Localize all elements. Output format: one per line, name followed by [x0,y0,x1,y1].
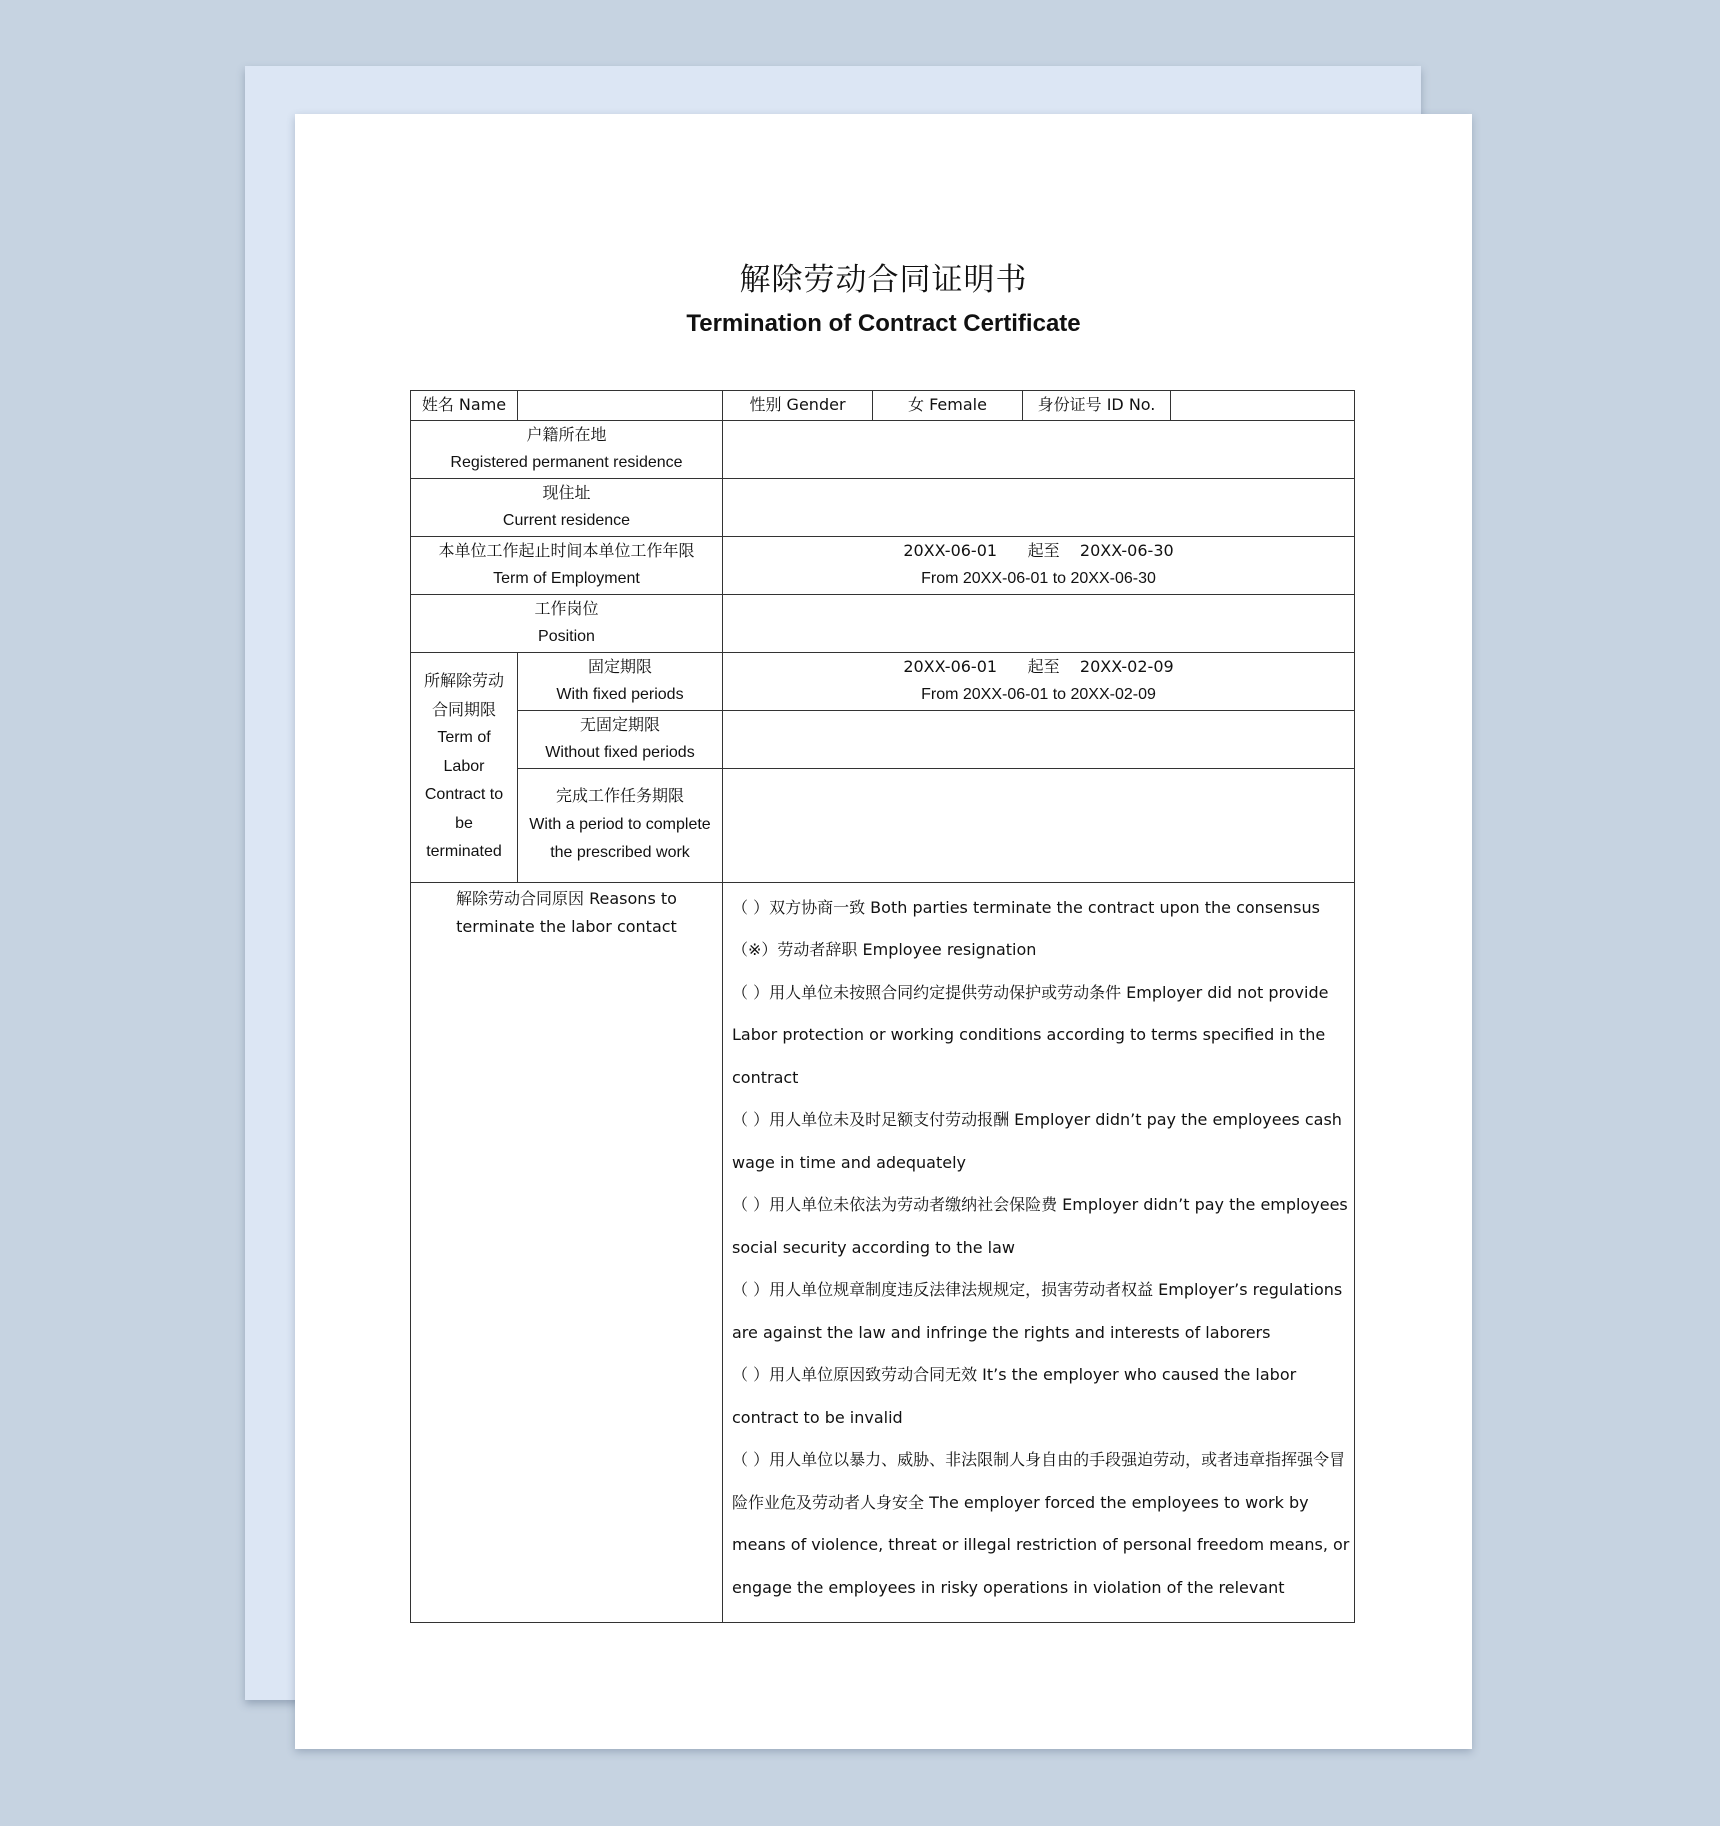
label-en: Term of Employment [493,570,640,587]
reason-option[interactable]: （ ）双方协商一致 Both parties terminate the contract upon the consensus [732,897,1320,917]
basic-info-row [411,391,1355,421]
value-line-2: From 20XX-06-01 to 20XX-06-30 [921,570,1156,587]
reasons-label: 解除劳动合同原因 Reasons to terminate the labor contact [411,882,723,1622]
current-residence-field[interactable] [723,478,1355,536]
label-en: With fixed periods [556,686,684,703]
gender-label: 性别 Gender [723,391,873,421]
label-en: Registered permanent residence [450,454,683,471]
reason-option[interactable]: （※）劳动者辞职 Employee resignation [732,940,1037,959]
gender-field[interactable]: 女 Female [873,391,1023,421]
reason-option[interactable]: （ ）用人单位原因致劳动合同无效 It’s the employer who caused the labor contract to be invalid [732,1365,1297,1427]
label-en: Position [538,628,595,645]
name-label: 姓名 Name [411,391,518,421]
label-en: Term of Labor Contract to be terminated [424,729,504,861]
registered-residence-label [411,420,723,478]
position-field[interactable] [723,594,1355,652]
registered-residence-row [411,420,1355,478]
label-cn: 现住址 [542,482,591,502]
position-row [411,594,1355,652]
contract-term-label [411,652,518,882]
id-label: 身份证号 ID No. [1023,391,1171,421]
reason-option[interactable]: （ ）用人单位以暴力、威胁、非法限制人身自由的手段强迫劳动，或者违章指挥强令冒险作业危及劳动者人身安全 The employer forced the employees to work by means of violence, threat or illegal restriction of personal freedom means, or engage the employees in risky operations in violation of the relevant [732,1450,1350,1597]
name-field[interactable] [518,391,723,421]
label-cn: 户籍所在地 [526,424,607,444]
label-cn: 固定期限 [587,656,652,676]
fixed-period-field[interactable] [723,652,1355,710]
reason-option[interactable]: （ ）用人单位未及时足额支付劳动报酬 Employer didn’t pay the employees cash wage in time and adequately [732,1110,1342,1172]
label-cn: 所解除劳动合同期限 [423,671,504,719]
label-en: Without fixed periods [545,744,695,761]
value-line-2: From 20XX-06-01 to 20XX-02-09 [921,686,1156,703]
label-cn: 工作岗位 [534,598,599,618]
id-field[interactable] [1171,391,1355,421]
registered-residence-field[interactable] [723,420,1355,478]
reasons-row [411,882,1355,1622]
task-period-row [411,768,1355,882]
title-chinese: 解除劳动合同证明书 [739,262,1028,298]
label-en: With a period to complete the prescribed work [529,815,711,862]
task-period-label [518,768,723,882]
position-label [411,594,723,652]
label-cn: 无固定期限 [579,714,660,734]
current-residence-row [411,478,1355,536]
value-line-1: 20XX-06-01 起至 20XX-02-09 [903,656,1174,676]
fixed-period-label [518,652,723,710]
label-cn: 完成工作任务期限 [555,786,684,806]
employment-term-label [411,536,723,594]
value-line-1: 20XX-06-01 起至 20XX-06-30 [903,540,1174,560]
current-residence-label [411,478,723,536]
employment-term-field[interactable] [723,536,1355,594]
employment-term-row [411,536,1355,594]
reason-option[interactable]: （ ）用人单位未按照合同约定提供劳动保护或劳动条件 Employer did not provide Labor protection or working conditions according to terms specified in the contract [732,982,1329,1087]
task-period-field[interactable] [723,768,1355,882]
certificate-table [410,390,1355,1623]
fixed-period-row [411,652,1355,710]
label-cn: 本单位工作起止时间本单位工作年限 [438,540,695,560]
title-english: Termination of Contract Certificate [686,310,1081,337]
unfixed-period-label [518,710,723,768]
reason-option[interactable]: （ ）用人单位规章制度违反法律法规规定，损害劳动者权益 Employer’s regulations are against the law and infringe the rights and interests of laborers [732,1280,1343,1342]
reasons-list [723,882,1355,1622]
label-en: Current residence [502,512,631,529]
document-page [295,114,1472,1749]
unfixed-period-row [411,710,1355,768]
unfixed-period-field[interactable] [723,710,1355,768]
reason-option[interactable]: （ ）用人单位未依法为劳动者缴纳社会保险费 Employer didn’t pay the employees social security according to the law [732,1195,1348,1257]
